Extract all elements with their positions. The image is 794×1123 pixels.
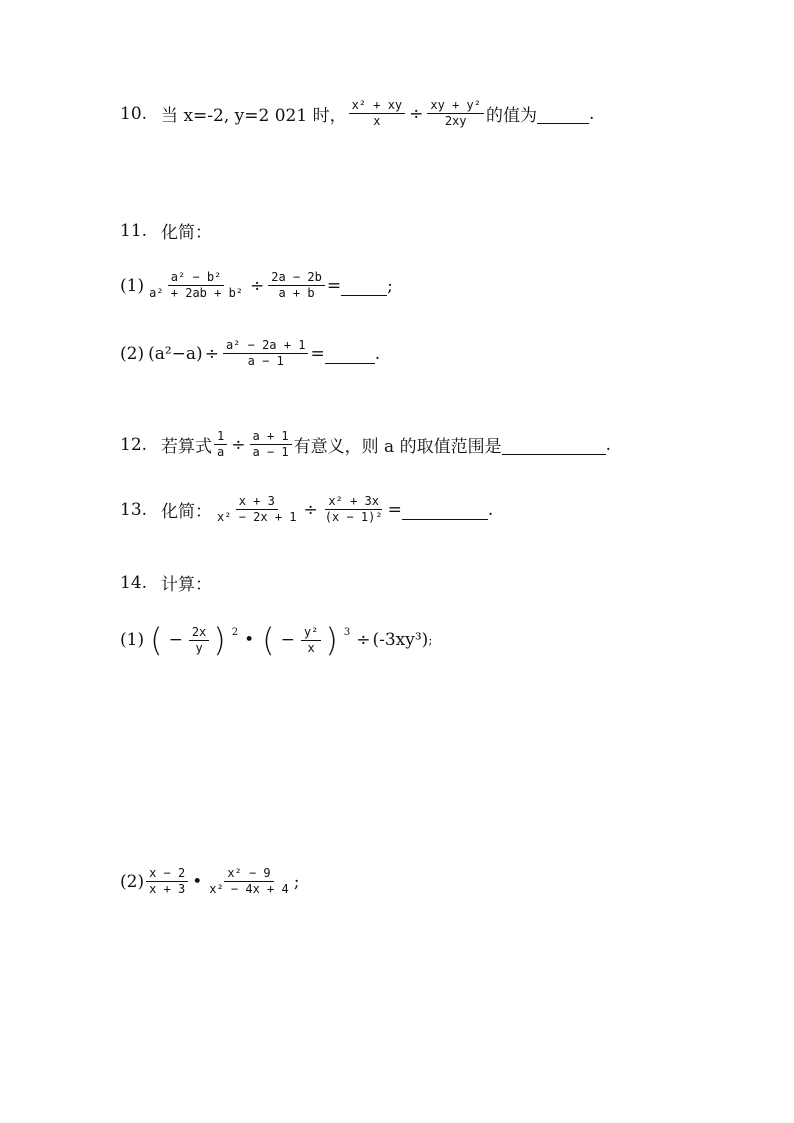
denominator: (x − 1)² (324, 510, 383, 524)
numerator: x + 3 (236, 494, 278, 510)
divide-sign: ÷ (204, 343, 219, 364)
numerator: xy + y² (427, 98, 484, 114)
question-13 (120, 494, 493, 525)
fraction (206, 866, 291, 897)
denominator: a² + 2ab + b² (149, 286, 244, 300)
answer-blank[interactable] (341, 294, 387, 296)
divide-sign: ÷ (250, 275, 265, 296)
question-text: 计算： (161, 575, 213, 595)
part-label: (2) (120, 343, 145, 364)
question-number: 11. (120, 220, 148, 241)
numerator: a² − b² (168, 270, 225, 286)
denominator: a (217, 445, 225, 459)
question-number: 14. (120, 572, 148, 593)
fraction (146, 270, 246, 301)
question-number: 10. (120, 103, 148, 124)
question-text: 若算式 (161, 437, 213, 457)
answer-blank[interactable] (502, 453, 606, 455)
question-text: 化简： (161, 223, 213, 243)
fraction (214, 429, 227, 460)
part-label: (1) (120, 630, 145, 650)
question-text: 有意义，则 a 的取值范围是 (293, 437, 502, 457)
right-paren: ) (325, 621, 338, 659)
exponent: 2 (231, 626, 239, 638)
question-10 (120, 98, 594, 129)
period: . (374, 343, 381, 364)
fraction (146, 866, 188, 897)
denominator: a − 1 (247, 354, 284, 368)
period: . (605, 434, 612, 455)
fraction (301, 625, 321, 656)
question-text: 的值为 (485, 106, 537, 126)
numerator: 2x (189, 625, 209, 641)
divide-sign: ÷ (231, 434, 246, 455)
question-11-part-1 (120, 270, 393, 301)
part-label: (1) (120, 275, 145, 296)
equals-sign: = (387, 499, 402, 520)
answer-blank[interactable] (402, 518, 488, 520)
numerator: a² − 2a + 1 (223, 338, 308, 354)
denominator: 2xy (444, 114, 467, 128)
denominator: a + b (278, 286, 315, 300)
denominator: x (373, 114, 381, 128)
expression: (-3xy³) (372, 630, 429, 650)
denominator: x² − 2x + 1 (217, 510, 297, 524)
semicolon: ; (387, 275, 393, 296)
minus-sign: − (280, 630, 295, 650)
question-11-title (120, 218, 212, 243)
question-14-part-1 (120, 621, 433, 659)
question-text: 化简： (161, 502, 213, 522)
fraction (214, 494, 299, 525)
multiply-dot: • (244, 630, 255, 650)
numerator: y² (301, 625, 321, 641)
numerator: 2a − 2b (268, 270, 325, 286)
fraction (250, 429, 292, 460)
question-11-part-2 (120, 338, 380, 369)
denominator: a − 1 (252, 445, 289, 459)
left-paren: ( (262, 621, 275, 659)
semicolon: ; (428, 633, 433, 647)
period: . (588, 103, 595, 124)
question-14-part-2 (120, 866, 299, 897)
question-text: 当 x=-2, y=2 021 时， (161, 106, 347, 126)
denominator: y (195, 640, 203, 655)
right-paren: ) (213, 621, 226, 659)
answer-blank[interactable] (537, 122, 589, 124)
fraction (427, 98, 484, 129)
fraction (322, 494, 386, 525)
numerator: x − 2 (146, 866, 188, 882)
denominator: x + 3 (149, 882, 186, 896)
answer-blank[interactable] (325, 362, 375, 364)
part-label: (2) (120, 871, 145, 892)
equals-sign: = (310, 343, 325, 364)
denominator: x (307, 640, 315, 655)
fraction (189, 625, 209, 656)
fraction (223, 338, 308, 369)
period: . (487, 499, 494, 520)
divide-sign: ÷ (303, 499, 318, 520)
numerator: x² + 3x (325, 494, 382, 510)
divide-sign: ÷ (409, 103, 424, 124)
numerator: x² − 9 (224, 866, 273, 882)
semicolon: ; (293, 871, 300, 892)
question-number: 13. (120, 499, 148, 520)
fraction (268, 270, 325, 301)
multiply-dot: • (192, 871, 203, 892)
question-14-title (120, 570, 212, 595)
left-paren: ( (150, 621, 163, 659)
denominator: x² − 4x + 4 (209, 882, 289, 896)
numerator: a + 1 (250, 429, 292, 445)
expression: (a²−a) (148, 343, 203, 364)
minus-sign: − (168, 630, 183, 650)
question-number: 12. (120, 434, 148, 455)
numerator: 1 (214, 429, 227, 445)
exponent: 3 (343, 626, 351, 638)
fraction (349, 98, 406, 129)
question-12 (120, 429, 611, 460)
numerator: x² + xy (349, 98, 406, 114)
equals-sign: = (326, 275, 342, 296)
divide-sign: ÷ (356, 630, 371, 650)
